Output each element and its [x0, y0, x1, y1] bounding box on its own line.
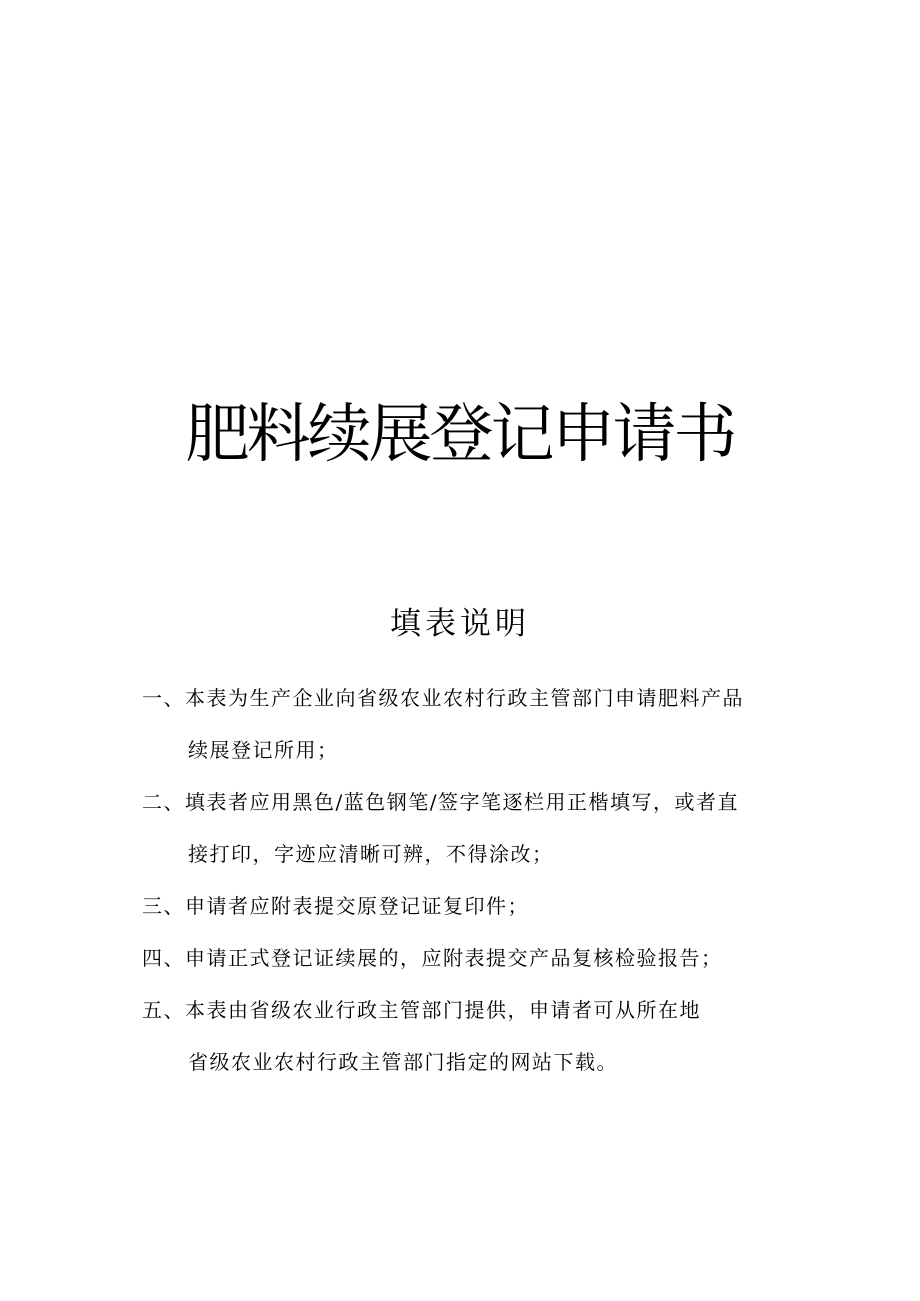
instructions-list [142, 672, 802, 1088]
instruction-line: 一、本表为生产企业向省级农业农村行政主管部门申请肥料产品 [142, 686, 744, 710]
document-title: 肥料续展登记申请书 [185, 398, 735, 472]
instruction-line: 五、本表由省级农业行政主管部门提供，申请者可从所在地 [142, 998, 701, 1022]
instruction-line: 二、填表者应用黑色/蓝色钢笔/签字笔逐栏用正楷填写，或者直 [142, 790, 739, 814]
instruction-item-1 [142, 672, 802, 776]
instruction-continuation: 续展登记所用； [188, 738, 339, 762]
instructions-heading: 填表说明 [390, 606, 530, 642]
instruction-item-5 [142, 984, 802, 1088]
instruction-line: 四、申请正式登记证续展的，应附表提交产品复核检验报告； [142, 946, 723, 970]
instruction-item-3 [142, 880, 802, 932]
instruction-continuation: 省级农业农村行政主管部门指定的网站下载。 [188, 1050, 618, 1074]
instruction-continuation: 接打印，字迹应清晰可辨，不得涂改； [188, 842, 554, 866]
instruction-line: 三、申请者应附表提交原登记证复印件； [142, 894, 529, 918]
instruction-item-4 [142, 932, 802, 984]
instruction-item-2 [142, 776, 802, 880]
